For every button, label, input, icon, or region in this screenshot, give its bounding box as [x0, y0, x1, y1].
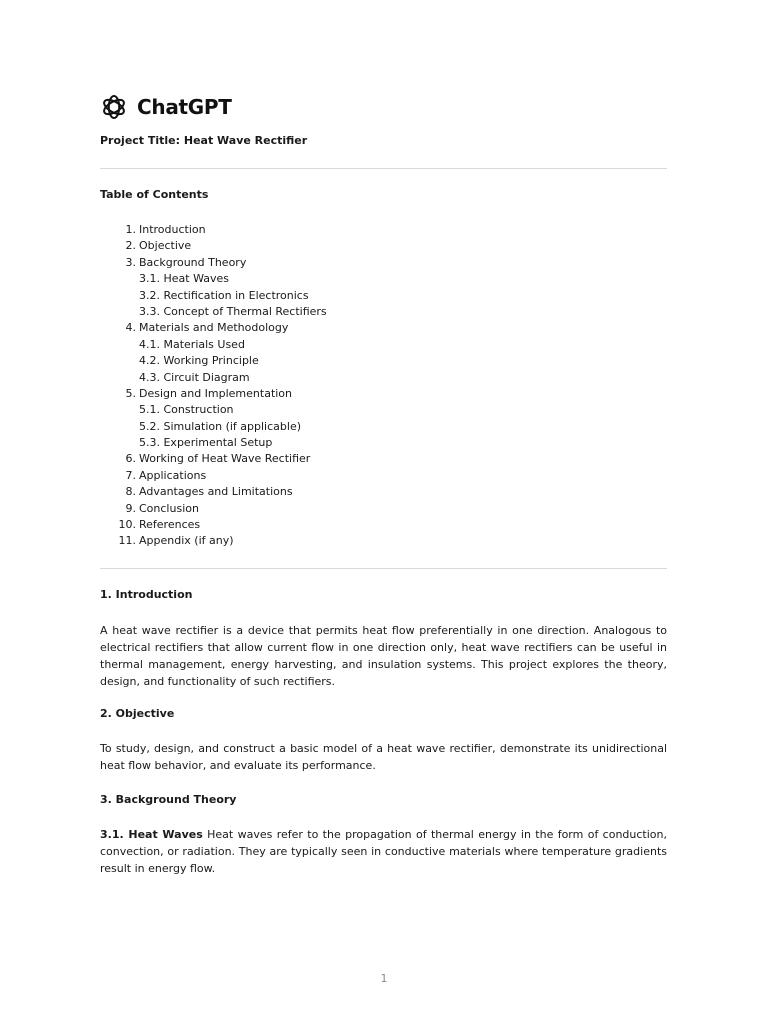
toc-item: 5.3. Experimental Setup: [139, 436, 273, 450]
section-heading-background: 3. Background Theory: [100, 793, 237, 806]
toc-item-number: 1.: [125, 223, 136, 236]
toc-item: 4.1. Materials Used: [139, 337, 245, 351]
toc-item-label: Background Theory: [139, 255, 247, 269]
brand-header: [100, 93, 232, 121]
toc-item: 3.3. Concept of Thermal Rectifiers: [139, 304, 327, 318]
toc-item: 3.1. Heat Waves: [139, 272, 229, 286]
subsection-label: 3.1. Heat Waves: [100, 828, 203, 841]
toc-item-number: 10.: [118, 518, 136, 532]
toc-item: [100, 222, 327, 238]
toc-item: [100, 517, 327, 533]
toc-item: 5.2. Simulation (if applicable): [139, 419, 301, 433]
toc-item: [100, 255, 327, 271]
toc-item: [100, 451, 327, 467]
divider: [100, 168, 667, 169]
toc-item-label: References: [139, 518, 201, 532]
section-heading-introduction: 1. Introduction: [100, 588, 193, 601]
section-heading-objective: 2. Objective: [100, 707, 175, 720]
toc-item-label: Advantages and Limitations: [139, 485, 293, 499]
toc-item-number: 11.: [118, 534, 136, 548]
divider: [100, 568, 667, 569]
toc-heading: Table of Contents: [100, 188, 209, 201]
toc-item: 5.1. Construction: [139, 403, 234, 417]
toc-item-number: 6.: [125, 452, 136, 466]
toc-item-number: 9.: [125, 501, 136, 515]
toc-item: [100, 468, 327, 484]
background-heat-waves-paragraph: [100, 826, 667, 877]
toc-item: [100, 320, 327, 336]
toc-item-number: 7.: [125, 468, 136, 482]
toc-item: [100, 501, 327, 517]
brand-name: ChatGPT: [137, 95, 232, 119]
toc-item-number: 5.: [125, 386, 136, 400]
toc-item-number: 3.: [125, 255, 136, 269]
toc-item-label: Appendix (if any): [139, 534, 234, 548]
toc-item: 4.3. Circuit Diagram: [139, 370, 250, 384]
toc-item-label: Materials and Methodology: [139, 321, 289, 335]
toc-item: [100, 238, 327, 254]
toc-item-label: Introduction: [139, 223, 206, 236]
toc-item-number: 8.: [125, 485, 136, 499]
introduction-text: A heat wave rectifier is a device that permits heat flow preferentially in one direction. Analogous to electrical rectifiers that allow current flow in one direction only, heat wave rectifiers can be useful in thermal management, energy harvesting, and insulation systems. This project explores the theory, design, and functionality of such rectifiers.: [100, 624, 667, 688]
toc-item-label: Conclusion: [139, 501, 199, 515]
project-title: Project Title: Heat Wave Rectifier: [100, 134, 308, 147]
openai-logo-icon: [100, 93, 128, 121]
toc-item: [100, 386, 327, 402]
page-number: 1: [380, 972, 388, 985]
toc-item-number: 4.: [125, 321, 136, 335]
table-of-contents: [100, 222, 327, 550]
toc-item: [100, 484, 327, 500]
toc-item-label: Working of Heat Wave Rectifier: [139, 452, 311, 466]
toc-item: 3.2. Rectification in Electronics: [139, 288, 309, 302]
toc-item-number: 2.: [125, 239, 136, 253]
toc-item-label: Applications: [139, 468, 207, 482]
toc-item-label: Objective: [139, 239, 192, 253]
toc-item-label: Design and Implementation: [139, 386, 293, 400]
toc-item: [100, 533, 327, 549]
toc-item: 4.2. Working Principle: [139, 354, 259, 368]
objective-text: To study, design, and construct a basic model of a heat wave rectifier, demonstrate its unidirectional heat flow behavior, and evaluate its performance.: [100, 742, 667, 772]
heat-waves-text: Heat waves refer to the propagation of thermal energy in the form of conduction, convection, or radiation. They are typically seen in conductive materials where temperature gradients result in energy flow.: [100, 828, 667, 875]
